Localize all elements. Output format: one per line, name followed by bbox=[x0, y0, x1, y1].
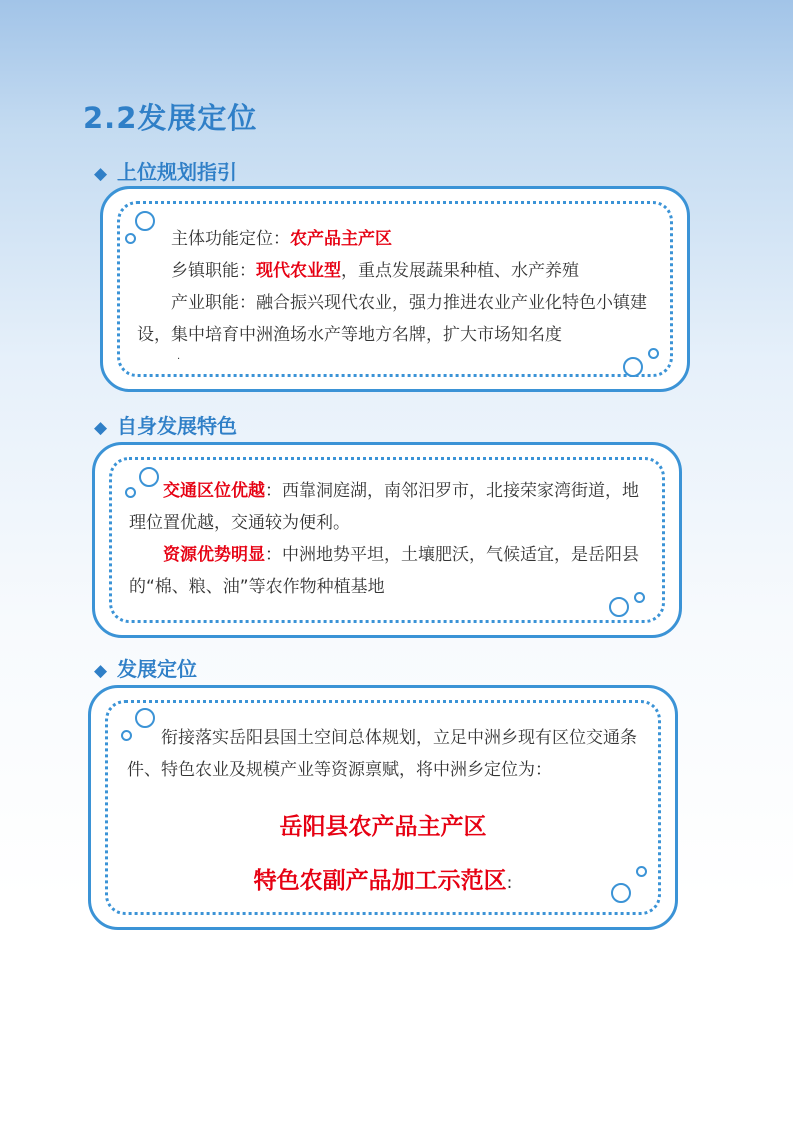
section-heading-label: 上位规划指引 bbox=[117, 160, 237, 184]
features-box bbox=[92, 442, 682, 638]
section-heading-features bbox=[94, 410, 237, 439]
highlight-text: 现代农业型 bbox=[256, 261, 341, 281]
line-town-role: 乡镇职能：现代农业型，重点发展蔬果种植、水产养殖 bbox=[171, 261, 579, 281]
guidance-box bbox=[100, 186, 690, 392]
line-location: 交通区位优越：西靠洞庭湖，南邻汨罗市，北接荣家湾街道，地理位置优越，交通较为便利。 bbox=[129, 481, 639, 533]
bubble-icon bbox=[125, 233, 136, 244]
section-heading-label: 发展定位 bbox=[117, 657, 197, 681]
line-resources: 资源优势明显：中洲地势平坦，土壤肥沃，气候适宜，是岳阳县的“棉、粮、油”等农作物种植基地 bbox=[129, 545, 639, 597]
section-heading-guidance bbox=[94, 156, 237, 185]
position-secondary: 特色农副产品加工示范区: bbox=[253, 868, 513, 894]
guidance-text bbox=[137, 223, 665, 363]
line-function: 主体功能定位：农产品主产区 bbox=[171, 229, 392, 249]
features-text bbox=[129, 475, 649, 603]
diamond-bullet-icon: ◆ bbox=[94, 661, 108, 681]
section-heading-label: 自身发展特色 bbox=[117, 414, 237, 438]
positioning-box bbox=[88, 685, 678, 930]
trailing-mark: . bbox=[177, 351, 181, 362]
positioning-intro: 衔接落实岳阳县国土空间总体规划，立足中洲乡现有区位交通条件、特色农业及规模产业等资源禀赋，将中洲乡定位为： bbox=[127, 728, 637, 780]
section-heading-positioning bbox=[94, 653, 197, 682]
line-industry-role: 产业职能：融合振兴现代农业，强力推进农业产业化特色小镇建设，集中培育中洲渔场水产等地方名牌，扩大市场知名度 bbox=[137, 293, 647, 345]
highlight-text: 农产品主产区 bbox=[290, 229, 392, 249]
highlight-text: 交通区位优越 bbox=[163, 481, 265, 501]
page-title: 2.2发展定位 bbox=[83, 101, 258, 135]
diamond-bullet-icon: ◆ bbox=[94, 164, 108, 184]
highlight-text: 资源优势明显 bbox=[163, 545, 265, 565]
diamond-bullet-icon: ◆ bbox=[94, 418, 108, 438]
position-primary: 岳阳县农产品主产区 bbox=[279, 814, 487, 840]
